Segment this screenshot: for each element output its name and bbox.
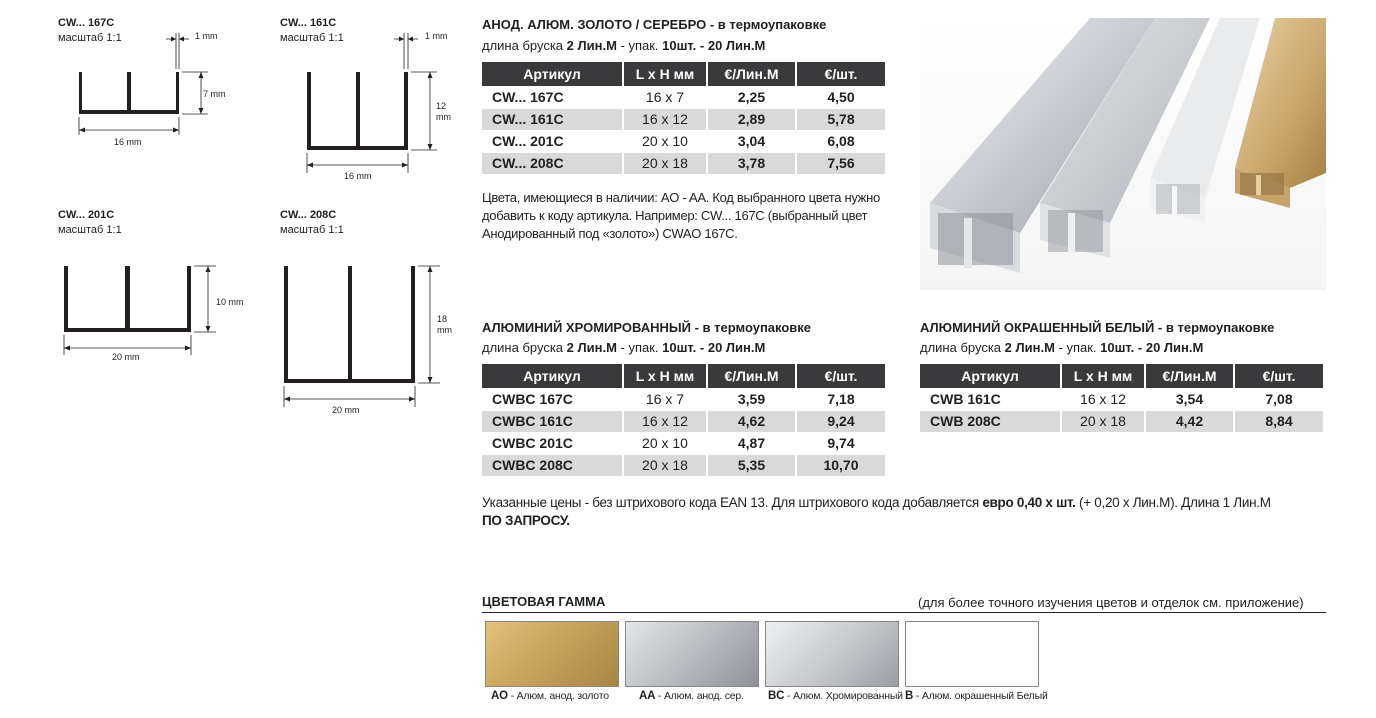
chrome-title-main: АЛЮМИНИЙ ХРОМИРОВАННЫЙ	[482, 320, 691, 335]
article-code: CWBC 201C	[482, 432, 623, 454]
size: 20 x 18	[623, 152, 707, 174]
profile-161c	[280, 17, 470, 187]
price-per-m: 3,54	[1145, 388, 1234, 410]
size: 16 x 12	[623, 108, 707, 130]
table-row	[482, 388, 885, 410]
price-per-pc: 5,78	[796, 108, 885, 130]
profile-scale: масштаб 1:1	[280, 32, 344, 44]
price-per-pc: 7,08	[1234, 388, 1323, 410]
price-per-pc: 10,70	[796, 454, 885, 476]
width-label: 20 mm	[332, 405, 360, 415]
col-article: Артикул	[482, 62, 623, 86]
swatch-label-aa	[639, 690, 744, 702]
table-row	[482, 432, 885, 454]
size: 20 x 10	[623, 130, 707, 152]
note-line: Цвета, имеющиеся в наличии: AO - AA. Код выбранного цвета нужно	[482, 190, 880, 205]
table-row	[920, 410, 1323, 432]
profile-code: CW... 167C	[58, 17, 115, 29]
sub-text: длина бруска	[920, 340, 1005, 355]
width-label: 16 mm	[114, 137, 142, 147]
anod-title	[482, 17, 826, 32]
profile-code: CW... 208C	[280, 209, 337, 221]
sub-length: 2 Лин.М	[566, 38, 617, 53]
swatch-ao	[485, 621, 619, 687]
thickness-label: 1 mm	[195, 31, 218, 41]
note-text: (+ 0,20 х Лин.М). Длина 1 Лин.М	[1075, 495, 1271, 510]
profile-167c	[58, 17, 248, 167]
sub-text: - упак.	[616, 38, 663, 53]
chrome-title-suffix: - в термоупаковке	[690, 320, 812, 335]
profile-161c-drawing	[280, 17, 470, 187]
table-row	[920, 388, 1323, 410]
note-price: евро 0,40 х шт.	[982, 495, 1076, 510]
col-size: L x H мм	[623, 62, 707, 86]
swatch-code: AA	[639, 690, 656, 702]
white-title-suffix: - в термоупаковке	[1154, 320, 1275, 335]
swatch-text: - Алюм. анод. золото	[507, 690, 609, 702]
swatch-text: - Алюм. анод. сер.	[655, 690, 744, 702]
article-code: CW... 167C	[482, 86, 623, 108]
sub-pack: 10шт.	[1100, 340, 1135, 355]
price-per-m: 5,35	[707, 454, 796, 476]
table-row	[482, 410, 885, 432]
table-header-row	[920, 364, 1323, 388]
white-title	[920, 320, 1274, 335]
price-per-pc: 6,08	[796, 130, 885, 152]
table-row	[482, 152, 885, 174]
swatch-bc	[765, 621, 899, 687]
sub-total: - 20 Лин.М	[1134, 340, 1204, 355]
col-price-pc: €/шт.	[796, 62, 885, 86]
col-article: Артикул	[482, 364, 623, 388]
chrome-subtitle	[482, 340, 765, 355]
swatch-label-ao	[491, 690, 609, 702]
note-line	[482, 494, 1332, 512]
product-photo	[920, 18, 1326, 290]
price-per-m: 3,04	[707, 130, 796, 152]
sub-pack: 10шт.	[662, 340, 697, 355]
height-unit: mm	[437, 325, 452, 335]
table-row	[482, 454, 885, 476]
profile-208c-drawing	[280, 209, 480, 424]
table-row	[482, 108, 885, 130]
swatch-code: B	[905, 690, 914, 702]
swatch-aa	[625, 621, 759, 687]
chrome-title	[482, 320, 811, 335]
note-on-request: ПО ЗАПРОСУ.	[482, 513, 570, 528]
col-size: L x H мм	[1061, 364, 1145, 388]
col-price-pc: €/шт.	[796, 364, 885, 388]
sub-total: - 20 Лин.М	[696, 38, 766, 53]
profile-208c	[280, 209, 480, 424]
palette-title: ЦВЕТОВАЯ ГАММА	[482, 594, 606, 609]
price-per-pc: 9,24	[796, 410, 885, 432]
sub-text: - упак.	[1054, 340, 1101, 355]
note-text: Указанные цены - без штрихового кода EAN 13. Для штрихового кода добавляется	[482, 495, 983, 510]
width-label: 20 mm	[112, 352, 140, 362]
anod-title-main: АНОД. АЛЮМ. ЗОЛОТО / СЕРЕБРО	[482, 17, 707, 32]
article-code: CWB 208C	[920, 410, 1061, 432]
chrome-price-table	[482, 364, 885, 476]
profile-code: CW... 161C	[280, 17, 337, 29]
price-per-pc: 7,56	[796, 152, 885, 174]
sub-text: - упак.	[616, 340, 663, 355]
height-label: 7 mm	[203, 89, 226, 99]
profile-code: CW... 201C	[58, 209, 115, 221]
article-code: CW... 201C	[482, 130, 623, 152]
article-code: CW... 161C	[482, 108, 623, 130]
swatch-label-bc	[768, 690, 903, 702]
price-per-pc: 9,74	[796, 432, 885, 454]
price-per-m: 2,25	[707, 86, 796, 108]
col-size: L x H мм	[623, 364, 707, 388]
size: 16 x 7	[623, 388, 707, 410]
price-per-m: 4,42	[1145, 410, 1234, 432]
article-code: CW... 208C	[482, 152, 623, 174]
sub-text: длина бруска	[482, 38, 567, 53]
palette-hint: (для более точного изучения цветов и отделок см. приложение)	[918, 595, 1304, 610]
sub-text: длина бруска	[482, 340, 567, 355]
anod-subtitle	[482, 38, 765, 53]
size: 16 x 12	[1061, 388, 1145, 410]
palette-divider	[482, 612, 1326, 613]
profile-201c-drawing	[58, 209, 258, 369]
table-header-row	[482, 62, 885, 86]
anod-colour-note	[482, 189, 902, 243]
price-per-m: 3,78	[707, 152, 796, 174]
col-price-m: €/Лин.М	[707, 364, 796, 388]
table-header-row	[482, 364, 885, 388]
note-line	[482, 512, 1332, 530]
price-per-m: 3,59	[707, 388, 796, 410]
col-price-pc: €/шт.	[1234, 364, 1323, 388]
note-line: добавить к коду артикула. Например: CW... 167C (выбранный цвет	[482, 208, 868, 223]
article-code: CWBC 161C	[482, 410, 623, 432]
article-code: CWBC 208C	[482, 454, 623, 476]
price-per-pc: 4,50	[796, 86, 885, 108]
size: 20 x 18	[1061, 410, 1145, 432]
note-line: Анодированный под «золото») CWAO 167C.	[482, 226, 738, 241]
size: 20 x 10	[623, 432, 707, 454]
white-title-main: АЛЮМИНИЙ ОКРАШЕННЫЙ БЕЛЫЙ	[920, 320, 1155, 335]
sub-pack: 10шт.	[662, 38, 697, 53]
anod-title-suffix: - в термоупаковке	[706, 17, 827, 32]
height-label: 10 mm	[216, 297, 244, 307]
swatch-label-b	[905, 690, 1048, 702]
size: 20 x 18	[623, 454, 707, 476]
barcode-note	[482, 494, 1332, 530]
height-label: 12	[436, 101, 447, 111]
width-label: 16 mm	[344, 171, 372, 181]
price-per-m: 2,89	[707, 108, 796, 130]
table-row	[482, 86, 885, 108]
price-per-m: 4,87	[707, 432, 796, 454]
sub-total: - 20 Лин.М	[696, 340, 766, 355]
profile-167c-drawing	[58, 17, 248, 167]
sub-length: 2 Лин.М	[1004, 340, 1055, 355]
article-code: CWB 161C	[920, 388, 1061, 410]
white-subtitle	[920, 340, 1203, 355]
price-per-pc: 8,84	[1234, 410, 1323, 432]
height-label: 18	[437, 314, 448, 324]
swatch-code: AO	[491, 690, 508, 702]
profile-scale: масштаб 1:1	[58, 224, 122, 236]
price-per-m: 4,62	[707, 410, 796, 432]
col-price-m: €/Лин.М	[1145, 364, 1234, 388]
col-article: Артикул	[920, 364, 1061, 388]
swatch-text: - Алюм. Хромированный	[784, 690, 903, 702]
size: 16 x 12	[623, 410, 707, 432]
profile-scale: масштаб 1:1	[58, 32, 122, 44]
table-row	[482, 130, 885, 152]
swatch-text: - Алюм. окрашенный Белый	[913, 690, 1048, 702]
size: 16 x 7	[623, 86, 707, 108]
aluminium-profiles-image	[920, 18, 1326, 290]
anod-price-table	[482, 62, 885, 174]
col-price-m: €/Лин.М	[707, 62, 796, 86]
white-price-table	[920, 364, 1323, 432]
profile-201c	[58, 209, 258, 369]
swatch-b	[905, 621, 1039, 687]
profile-scale: масштаб 1:1	[280, 224, 344, 236]
price-per-pc: 7,18	[796, 388, 885, 410]
article-code: CWBC 167C	[482, 388, 623, 410]
thickness-label: 1 mm	[425, 31, 448, 41]
swatch-code: BC	[768, 690, 785, 702]
sub-length: 2 Лин.М	[566, 340, 617, 355]
height-unit: mm	[436, 112, 451, 122]
